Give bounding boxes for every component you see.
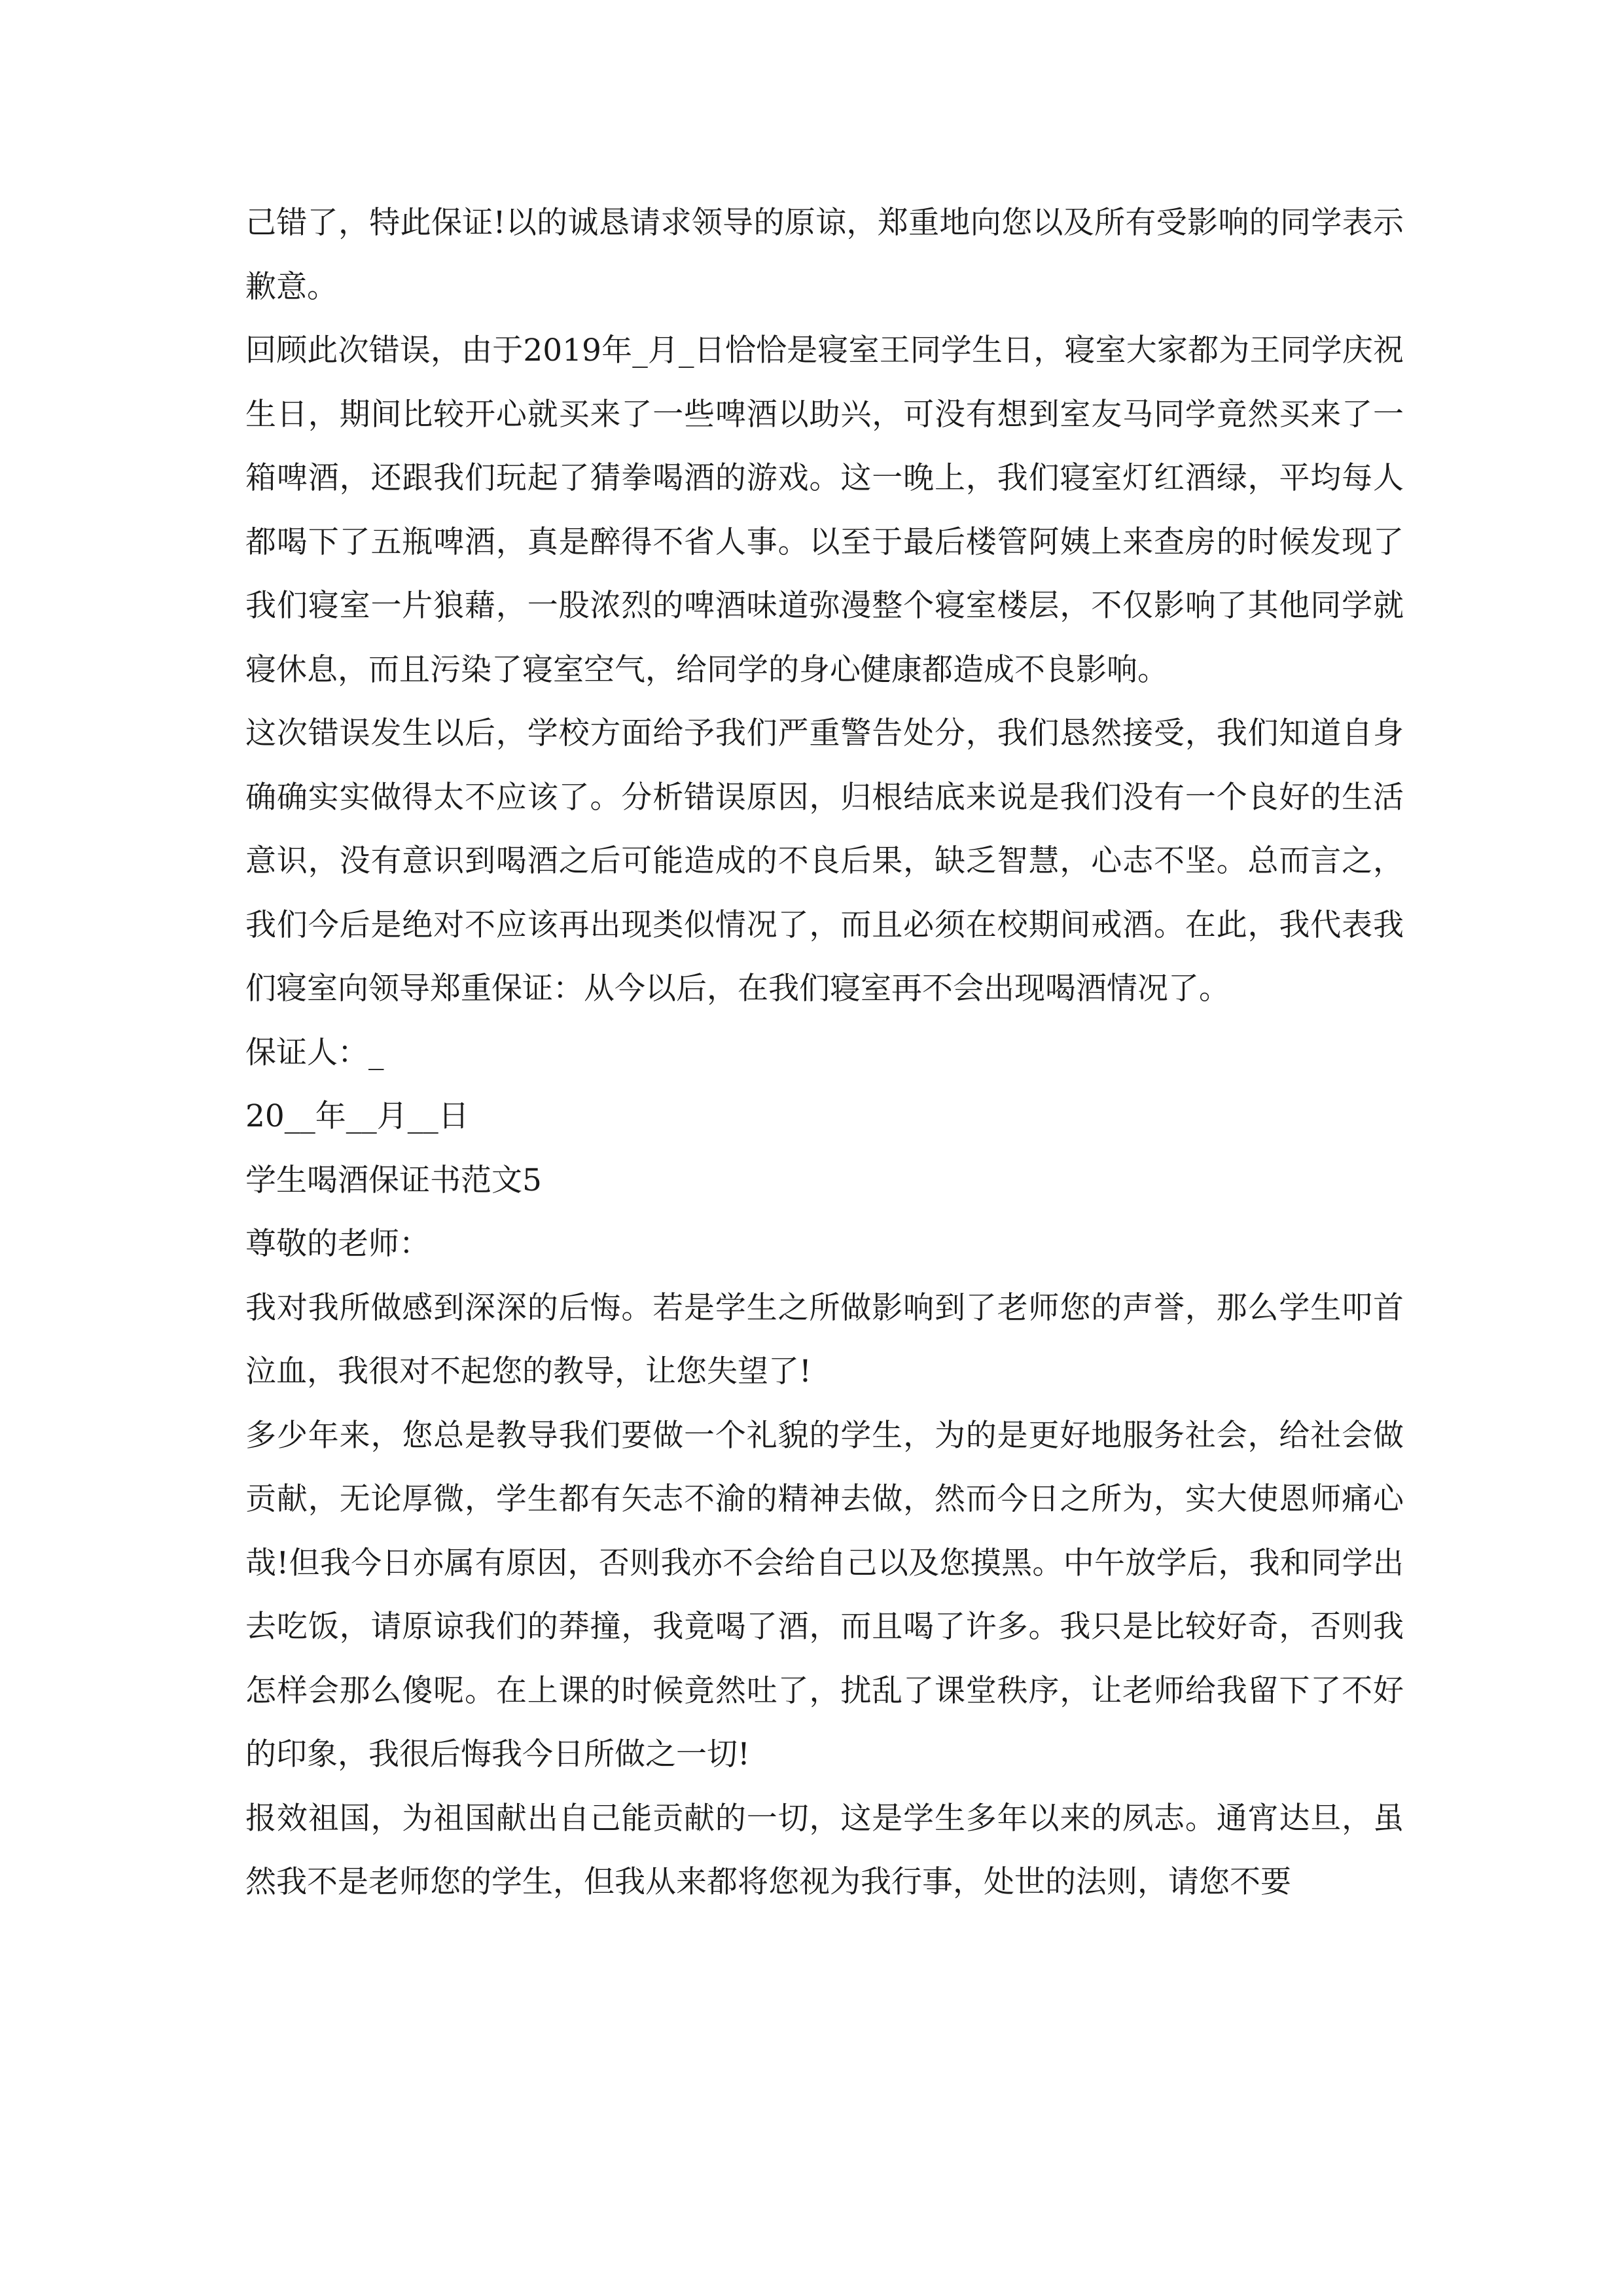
paragraph-reflection-pledge: 这次错误发生以后，学校方面给予我们严重警告处分，我们恳然接受，我们知道自身确确实实做得太不应该了。分析错误原因，归根结底来说是我们没有一个良好的生活意识，没有意识到喝酒之后可能造成的不良后果，缺乏智慧，心志不坚。总而言之，我们今后是绝对不应该再出现类似情况了，而且必须在校期间戒酒。在此，我代表我们寝室向领导郑重保证：从今以后，在我们寝室再不会出现喝酒情况了。 bbox=[245, 715, 1404, 1007]
paragraph-regret: 我对我所做感到深深的后悔。若是学生之所做影响到了老师您的声誉，那么学生叩首泣血，我很对不起您的教导，让您失望了! bbox=[245, 1289, 1404, 1390]
salutation: 尊敬的老师： bbox=[245, 1226, 430, 1262]
guarantor-line: 保证人：_ bbox=[245, 1034, 384, 1071]
paragraph-incident-review: 回顾此次错误，由于2019年_月_日恰恰是寝室王同学生日，寝室大家都为王同学庆祝生日，期间比较开心就买来了一些啤酒以助兴，可没有想到室友马同学竟然买来了一箱啤酒，还跟我们玩起了猜拳喝酒的游戏。这一晚上，我们寝室灯红酒绿，平均每人都喝下了五瓶啤酒，真是醉得不省人事。以至于最后楼管阿姨上来查房的时候发现了我们寝室一片狼藉，一股浓烈的啤酒味道弥漫整个寝室楼层，不仅影响了其他同学就寝休息，而且污染了寝室空气，给同学的身心健康都造成不良影响。 bbox=[245, 332, 1404, 688]
document-body bbox=[245, 191, 1404, 1914]
paragraph-explanation: 多少年来，您总是教导我们要做一个礼貌的学生，为的是更好地服务社会，给社会做贡献，无论厚微，学生都有矢志不渝的精神去做，然而今日之所为，实大使恩师痛心哉!但我今日亦属有原因，否则我亦不会给自己以及您摸黑。中午放学后，我和同学出去吃饭，请原谅我们的莽撞，我竟喝了酒，而且喝了许多。我只是比较好奇，否则我怎样会那么傻呢。在上课的时候竟然吐了，扰乱了课堂秩序，让老师给我留下了不好的印象，我很后悔我今日所做之一切! bbox=[245, 1417, 1404, 1772]
date-line: 20__年__月__日 bbox=[245, 1098, 469, 1134]
paragraph-apology-closing: 己错了，特此保证!以的诚恳请求领导的原谅，郑重地向您以及所有受影响的同学表示歉意。 bbox=[245, 205, 1404, 305]
paragraph-aspiration: 报效祖国，为祖国献出自己能贡献的一切，这是学生多年以来的夙志。通宵达旦，虽然我不是老师您的学生，但我从来都将您视为我行事，处世的法则，请您不要 bbox=[245, 1800, 1404, 1900]
section-title: 学生喝酒保证书范文5 bbox=[245, 1162, 542, 1198]
